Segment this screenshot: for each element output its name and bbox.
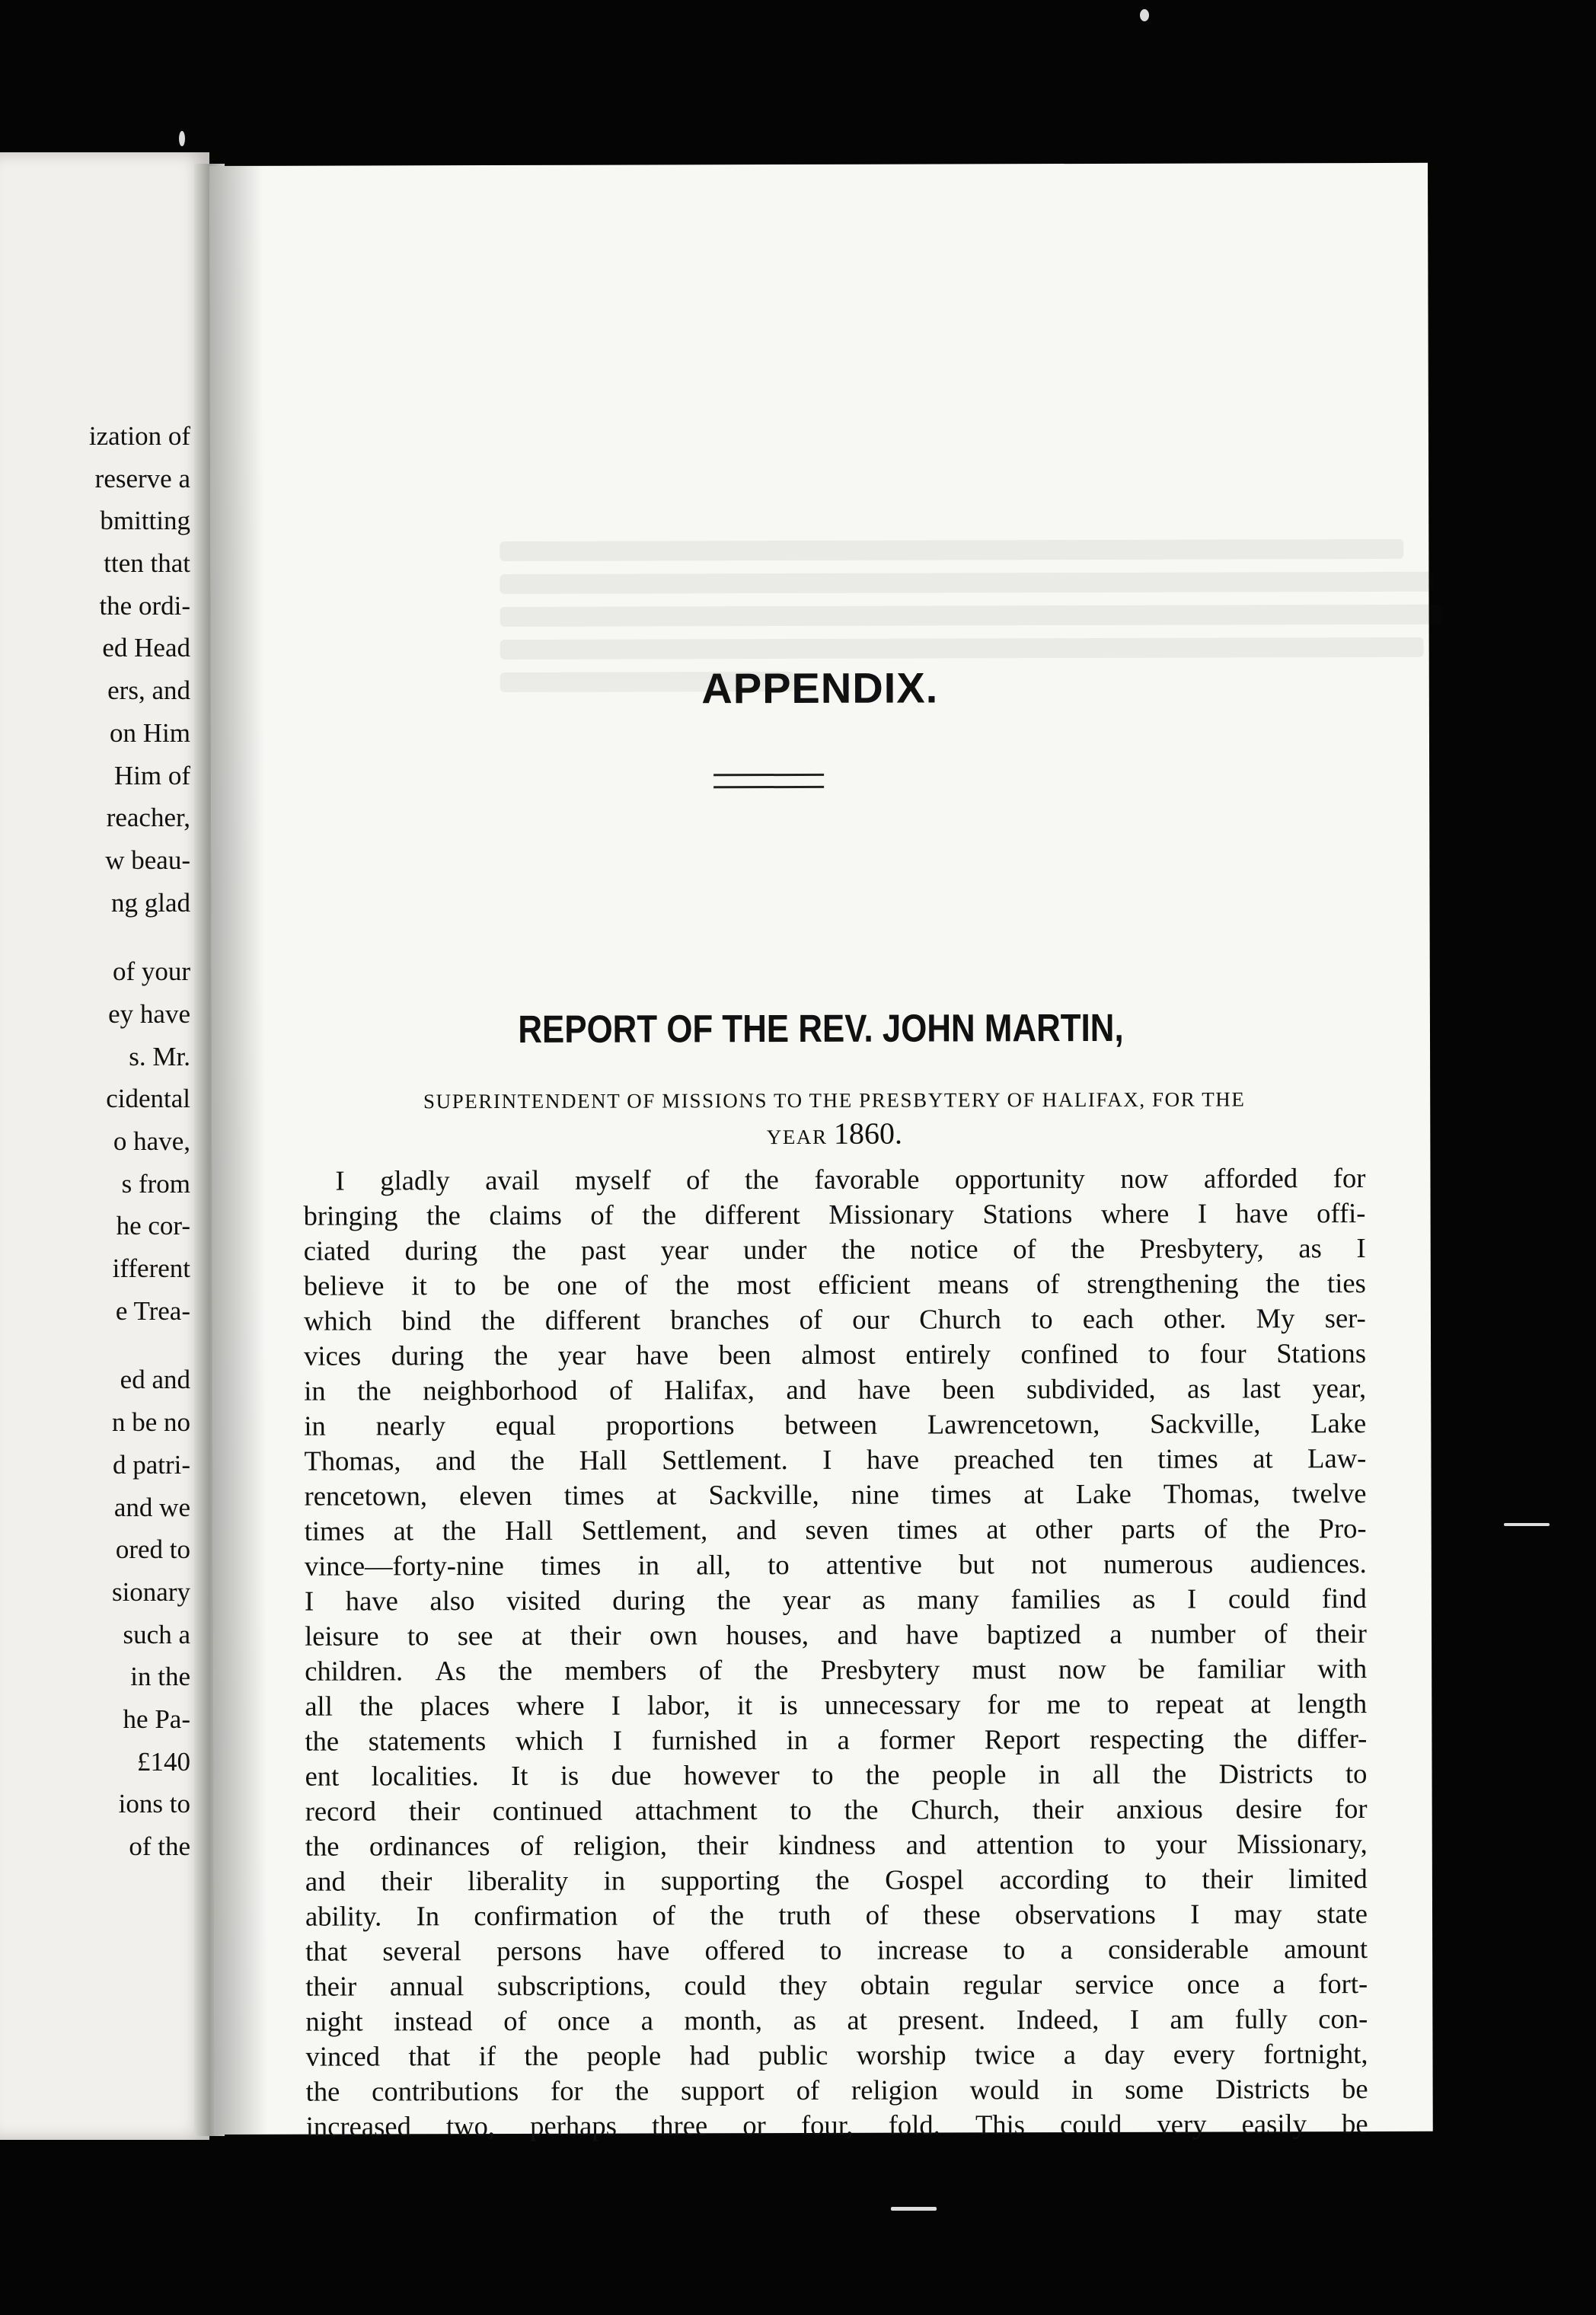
subtitle-year: 1860.	[833, 1116, 903, 1151]
previous-page-line: s. Mr.	[129, 1041, 190, 1071]
body-line: which bind the different branches of our Church to each other. My ser-	[303, 1302, 1366, 1336]
body-line: Thomas, and the Hall Settlement. I have preached ten times at Law-	[304, 1442, 1367, 1477]
body-line: bringing the claims of the different Missionary Stations where I have offi-	[303, 1197, 1366, 1231]
body-line: ent localities. It is due however to the people in all the Districts to	[305, 1758, 1368, 1792]
previous-page-line: and we	[113, 1492, 190, 1522]
double-rule-divider	[713, 774, 824, 788]
previous-page-line: reacher,	[106, 803, 190, 833]
previous-page-line: £140	[137, 1746, 190, 1777]
body-line: their annual subscriptions, could they obtain regular service once a fort-	[305, 1968, 1368, 2002]
previous-page-line: bmitting	[100, 506, 190, 536]
previous-page-line: ed and	[120, 1365, 190, 1395]
appendix-page	[209, 163, 1433, 2142]
previous-page-line: tten that	[104, 548, 190, 579]
report-subtitle	[303, 1082, 1365, 1155]
previous-page-line: ifferent	[112, 1253, 190, 1284]
body-line: ability. In confirmation of the truth of these observations I may state	[305, 1898, 1368, 1932]
report-title: REPORT OF THE REV. JOHN MARTIN,	[518, 1005, 1124, 1051]
previous-page-text	[0, 415, 190, 1868]
body-line: vinced that if the people had public worship twice a day every fortnight,	[305, 2038, 1368, 2072]
body-line: that several persons have offered to increase to a considerable amount	[305, 1933, 1368, 1967]
previous-page-line: ey have	[108, 998, 190, 1029]
body-line: the ordinances of religion, their kindness and attention to your Missionary,	[305, 1828, 1368, 1862]
page-heading: APPENDIX.	[701, 663, 939, 713]
previous-page-line: e Trea-	[115, 1295, 190, 1326]
body-line: I have also visited during the year as many families as I could find	[304, 1582, 1367, 1617]
body-line: and their liberality in supporting the Gospel according to their limited	[305, 1863, 1368, 1897]
body-line: vince—forty-nine times in all, to attentive but not numerous audiences.	[304, 1547, 1367, 1582]
previous-page-edge	[0, 152, 209, 2140]
report-body	[303, 1161, 1368, 2144]
body-line: increased two, perhaps three or four, fold. This could very easily be	[305, 2108, 1368, 2142]
previous-page-line: he cor-	[116, 1211, 190, 1241]
body-line: all the places where I labor, it is unnecessary for me to repeat at length	[305, 1688, 1368, 1722]
previous-page-line: ization of	[88, 421, 190, 451]
body-line: night instead of once a month, as at present. Indeed, I am fully con-	[305, 2003, 1368, 2037]
body-line: believe it to be one of the most efficient means of strengthening the ties	[303, 1267, 1366, 1301]
dust-speck	[891, 2207, 937, 2211]
previous-page-line: ions to	[118, 1789, 190, 1819]
previous-page-line: d patri-	[112, 1449, 190, 1480]
previous-page-line: s from	[121, 1168, 190, 1199]
subtitle-year-word: YEAR	[766, 1125, 828, 1149]
previous-page-line: ored to	[115, 1534, 190, 1565]
previous-page-line	[0, 1332, 190, 1359]
body-line: the statements which I furnished in a former Report respecting the differ-	[305, 1723, 1368, 1757]
previous-page-line: in the	[130, 1662, 190, 1692]
previous-page-line: he Pa-	[123, 1704, 190, 1734]
body-line: ciated during the past year under the notice of the Presbytery, as I	[303, 1232, 1366, 1266]
body-line: children. As the members of the Presbytery must now be familiar with	[305, 1652, 1368, 1687]
body-line: in nearly equal proportions between Lawrencetown, Sackville, Lake	[304, 1407, 1367, 1442]
body-line: vices during the year have been almost entirely confined to four Stations	[304, 1337, 1367, 1371]
previous-page-line: Him of	[113, 760, 190, 790]
body-line: times at the Hall Settlement, and seven times at other parts of the Pro-	[304, 1512, 1367, 1547]
previous-page-line: reserve a	[94, 463, 190, 493]
previous-page-line: on Him	[110, 717, 190, 748]
previous-page-line: of your	[112, 956, 190, 987]
body-line: the contributions for the support of religion would in some Districts be	[305, 2073, 1368, 2107]
previous-page-line: n be no	[111, 1407, 190, 1438]
previous-page-line: cidental	[106, 1084, 190, 1114]
previous-page-line: of the	[129, 1831, 190, 1861]
subtitle-line: SUPERINTENDENT OF MISSIONS TO THE PRESBYTERY OF HALIFAX, FOR THE	[423, 1087, 1246, 1113]
dust-speck	[1140, 9, 1149, 21]
previous-page-line: o have,	[113, 1126, 190, 1156]
body-line: record their continued attachment to the Church, their anxious desire for	[305, 1793, 1368, 1827]
previous-page-line: w beau-	[105, 845, 190, 875]
body-line: leisure to see at their own houses, and have baptized a number of their	[304, 1617, 1367, 1652]
previous-page-line	[0, 924, 190, 950]
dust-speck	[1504, 1523, 1550, 1526]
body-line: in the neighborhood of Halifax, and have been subdivided, as last year,	[304, 1372, 1367, 1407]
previous-page-line: ed Head	[102, 633, 190, 663]
previous-page-line: sionary	[111, 1576, 190, 1607]
body-line: I gladly avail myself of the favorable opportunity now afforded for	[335, 1162, 1366, 1196]
previous-page-line: ers, and	[107, 675, 190, 706]
previous-page-line: ng glad	[110, 887, 190, 918]
previous-page-line: the ordi-	[99, 590, 190, 621]
subtitle-year-line	[303, 1116, 1365, 1155]
body-line: rencetown, eleven times at Sackville, nine times at Lake Thomas, twelve	[304, 1477, 1367, 1512]
dust-speck	[179, 131, 185, 146]
previous-page-line: such a	[123, 1619, 190, 1649]
